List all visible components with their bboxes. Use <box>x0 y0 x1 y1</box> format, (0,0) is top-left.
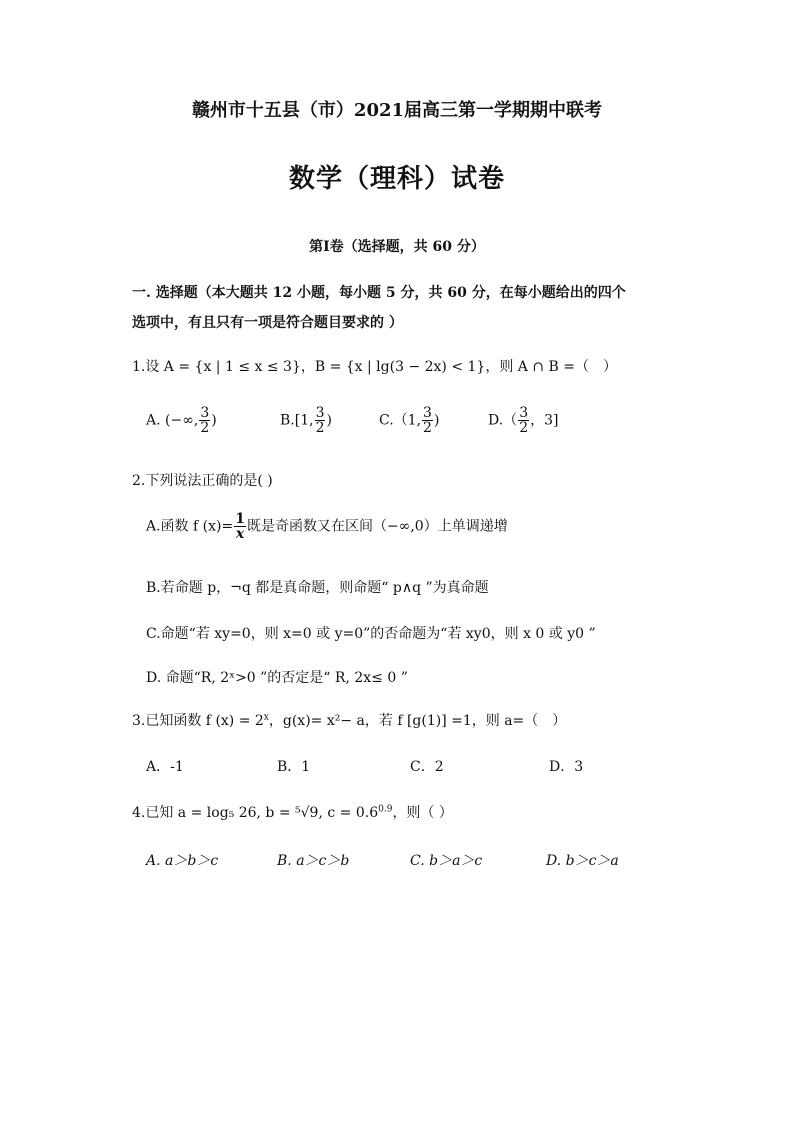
exam-title: 数学（理科）试卷 <box>288 164 505 194</box>
q2-option-a: A.函数 f (x)= $\frac{1}{x}$ 既是奇函数又在区间（−∞,0）上单调递增 <box>146 511 508 542</box>
q3-option-c: C．2 <box>410 759 444 775</box>
q3-option-d: D．3 <box>549 759 584 775</box>
q4-option-c: C. b＞a＞c <box>410 853 483 869</box>
q2-option-a-fraction: $\frac{1}{x}$ <box>235 511 245 542</box>
q4-option-b: B. a＞c＞b <box>277 853 350 869</box>
q1-option-b-fraction: $\frac{3}{2}$ <box>315 405 325 436</box>
q4-option-a: A. a＞b＞c <box>146 853 219 869</box>
q1-stem: 1.设 A = {x | 1 ≤ x ≤ 3}，B = {x | lg(3 − 2x) < 1}，则 A ∩ B =（ ） <box>132 359 617 375</box>
q1-option-d: D.（ $\frac{3}{2}$ ，3] <box>488 405 559 436</box>
exam-header-line1: 赣州市十五县（市）2021届高三第一学期期中联考 <box>191 100 603 121</box>
q2-option-b: B.若命题 p，¬q 都是真命题，则命题“ p∧q ”为真命题 <box>146 580 489 596</box>
part-title: 第Ⅰ卷（选择题，共 60 分） <box>309 239 485 255</box>
q2-stem: 2.下列说法正确的是( ) <box>132 473 273 489</box>
q1-option-a: A. (−∞, $\frac{3}{2}$ ) <box>146 405 217 436</box>
q1-option-a-fraction: $\frac{3}{2}$ <box>200 405 210 436</box>
q2-option-c: C.命题“若 xy=0，则 x=0 或 y=0”的否命题为“若 xy0，则 x 0 或 y0 ” <box>146 626 596 642</box>
q3-option-b: B．1 <box>277 759 311 775</box>
q3-option-a: A．-1 <box>146 759 184 775</box>
q4-option-d: D. b＞c＞a <box>546 853 619 869</box>
q2-option-d: D. 命题“R, 2ˣ>0 ”的否定是“ R, 2x≤ 0 ” <box>146 670 408 686</box>
q1-option-b: B.[1, $\frac{3}{2}$ ) <box>280 405 332 436</box>
q1-option-d-fraction: $\frac{3}{2}$ <box>519 405 529 436</box>
section-instruction-line2: 选项中，有且只有一项是符合题目要求的 ） <box>132 315 403 331</box>
q1-option-c: C.（1, $\frac{3}{2}$ ) <box>379 405 440 436</box>
section-instruction-line1: 一. 选择题（本大题共 12 小题，每小题 5 分，共 60 分，在每小题给出的四个 <box>132 285 626 301</box>
q4-stem: 4.已知 a = log₅ 26, b = ⁵√9, $c = 0.6^{0.9}$，则（ ） <box>132 804 453 821</box>
q3-stem: 3.已知函数 f $(x) = 2^x$，g(x)= x²− a，若 f [g(1)] =1，则 a=（ ） <box>132 712 567 729</box>
q1-option-c-fraction: $\frac{3}{2}$ <box>423 405 432 436</box>
